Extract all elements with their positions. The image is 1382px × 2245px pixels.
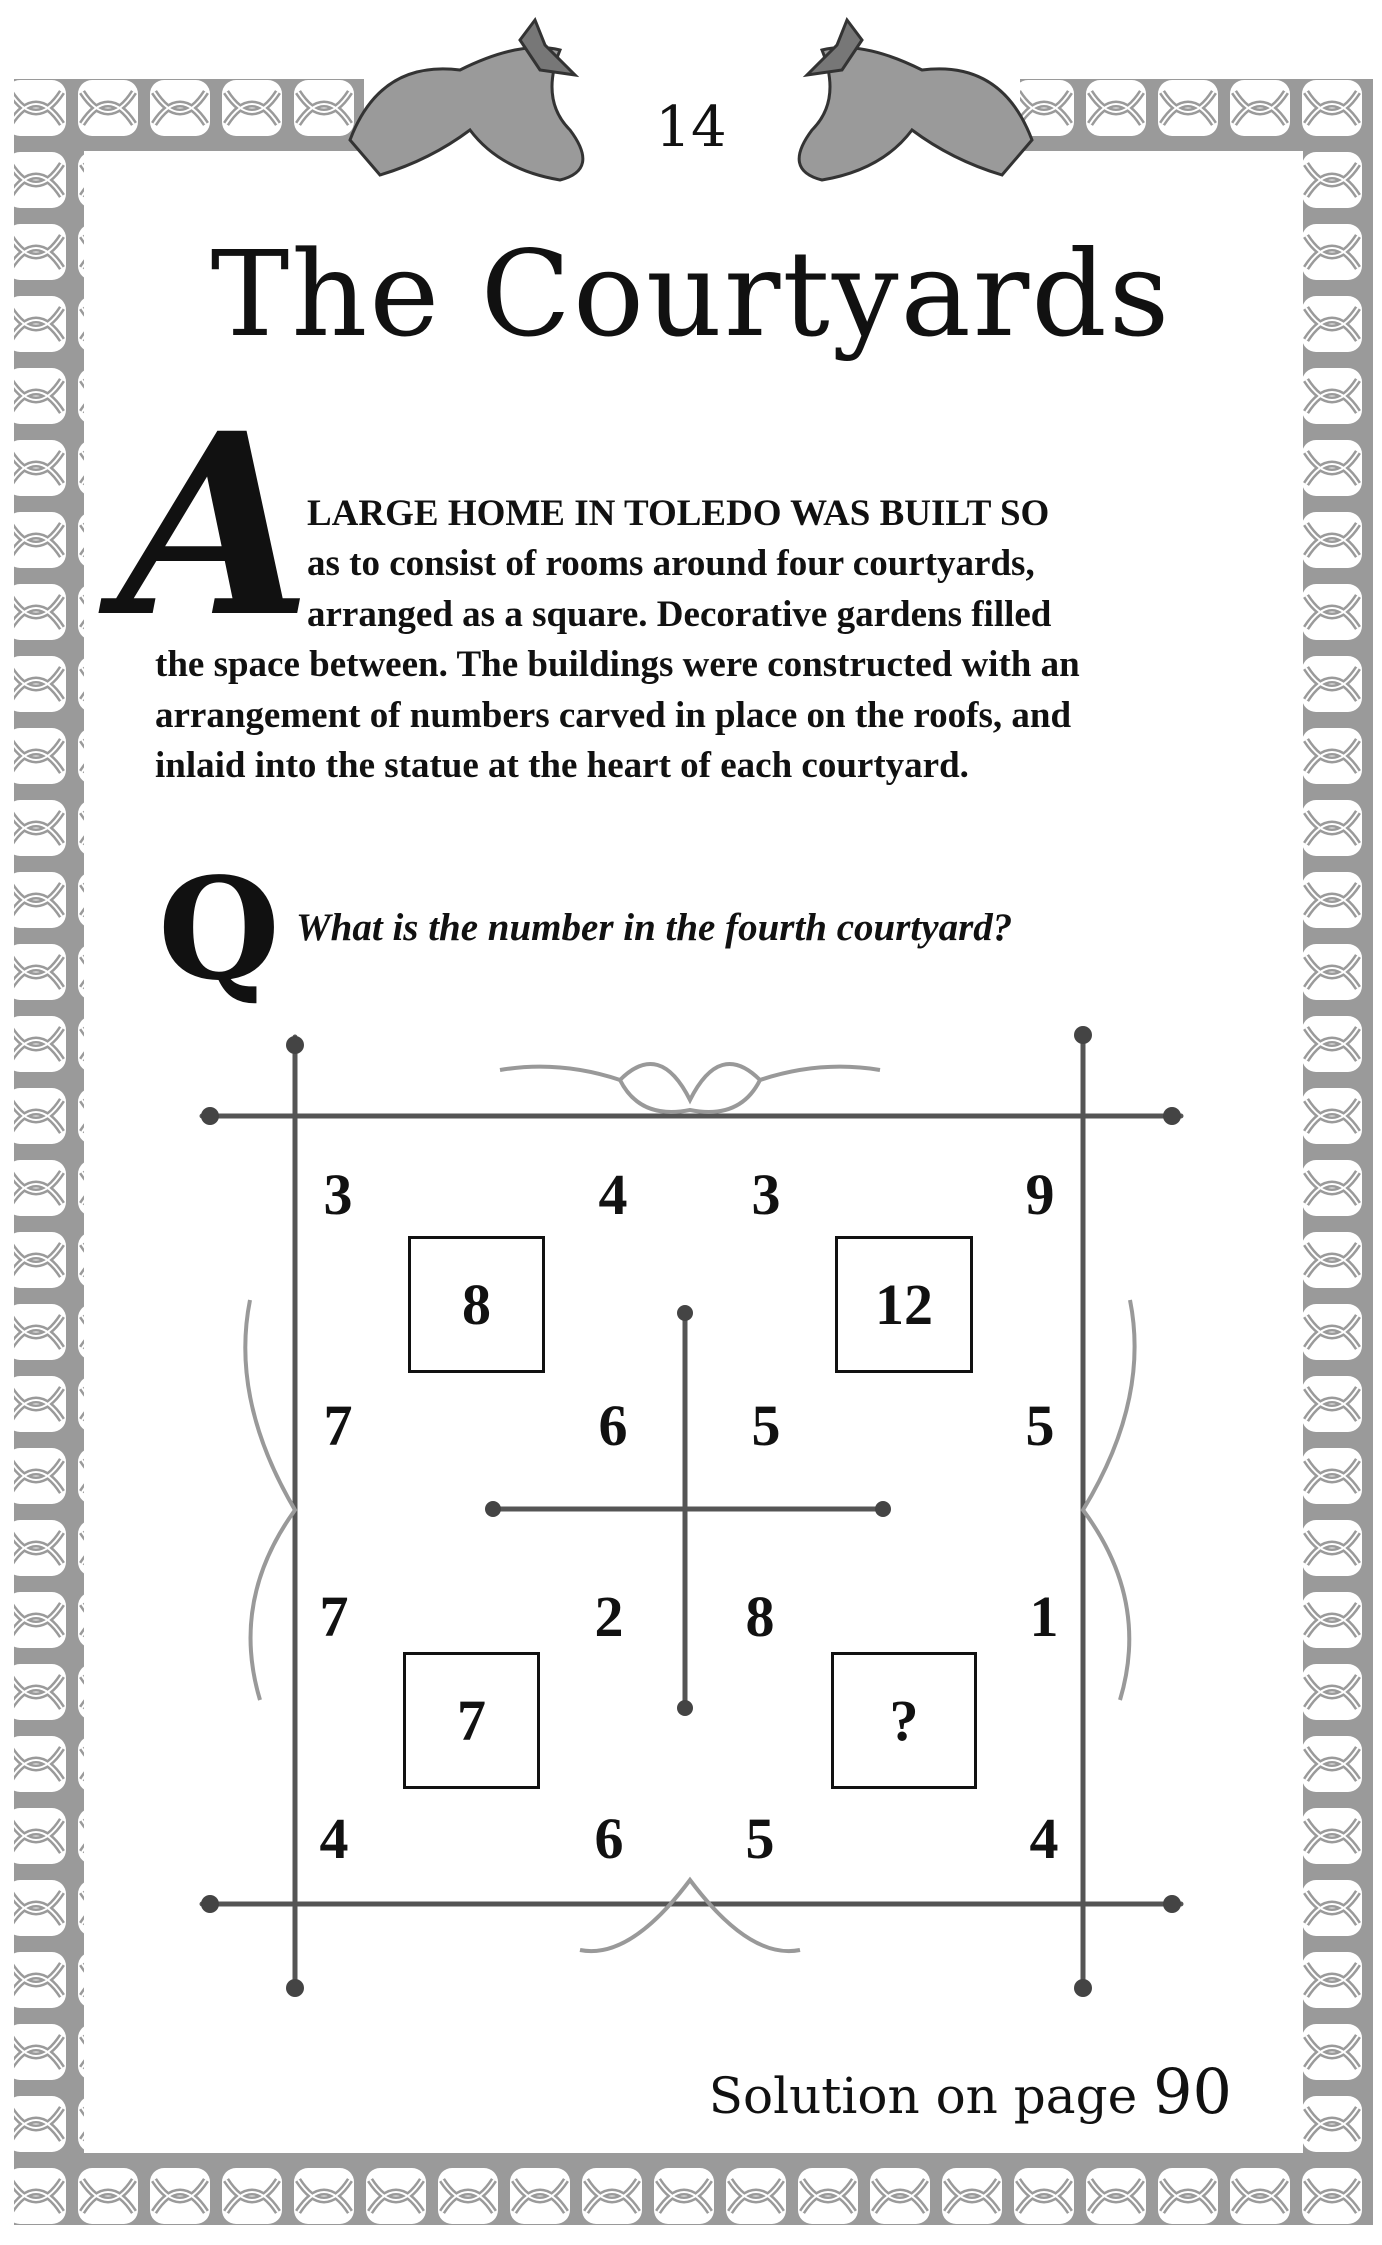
roof-number: 3 — [323, 1162, 353, 1227]
roof-number: 5 — [745, 1806, 775, 1871]
roof-number: 6 — [594, 1806, 624, 1871]
intro-line: the space between. The buildings were constructed with an — [155, 644, 1080, 685]
statue-box-2: 12 — [835, 1236, 973, 1373]
page-title: The Courtyards — [210, 225, 1172, 363]
intro-line: arrangement of numbers carved in place on the roofs, and — [155, 695, 1072, 736]
solution-label: Solution on page — [708, 2067, 1138, 2125]
roof-number: 4 — [1029, 1806, 1059, 1871]
intro-line: inlaid into the statue at the heart of each courtyard. — [155, 745, 969, 786]
intro-line: LARGE HOME IN TOLEDO WAS BUILT SO — [307, 493, 1050, 534]
roof-number: 1 — [1029, 1584, 1059, 1649]
solution-page-number: 90 — [1153, 2055, 1232, 2128]
intro-line: as to consist of rooms around four courtyards, — [307, 543, 1035, 584]
drop-cap-q: Q — [158, 848, 280, 1012]
statue-box-3: 7 — [403, 1652, 540, 1789]
solution-reference — [709, 2055, 1232, 2128]
roof-number: 2 — [594, 1584, 624, 1649]
page-number: 14 — [655, 95, 727, 160]
roof-number: 4 — [598, 1162, 628, 1227]
intro-line: arranged as a square. Decorative gardens filled — [307, 594, 1052, 635]
statue-box-1: 8 — [408, 1236, 545, 1373]
roof-number: 6 — [598, 1393, 628, 1458]
statue-box-unknown: ? — [831, 1652, 977, 1789]
roof-number: 7 — [323, 1393, 353, 1458]
roof-number: 5 — [751, 1393, 781, 1458]
roof-number: 7 — [319, 1584, 349, 1649]
roof-number: 4 — [319, 1806, 349, 1871]
roof-number: 5 — [1025, 1393, 1055, 1458]
roof-number: 3 — [751, 1162, 781, 1227]
roof-number: 9 — [1025, 1162, 1055, 1227]
roof-number: 8 — [745, 1584, 775, 1649]
drop-cap-a: A — [118, 378, 312, 672]
question-text: What is the number in the fourth courtyard? — [296, 906, 1013, 949]
